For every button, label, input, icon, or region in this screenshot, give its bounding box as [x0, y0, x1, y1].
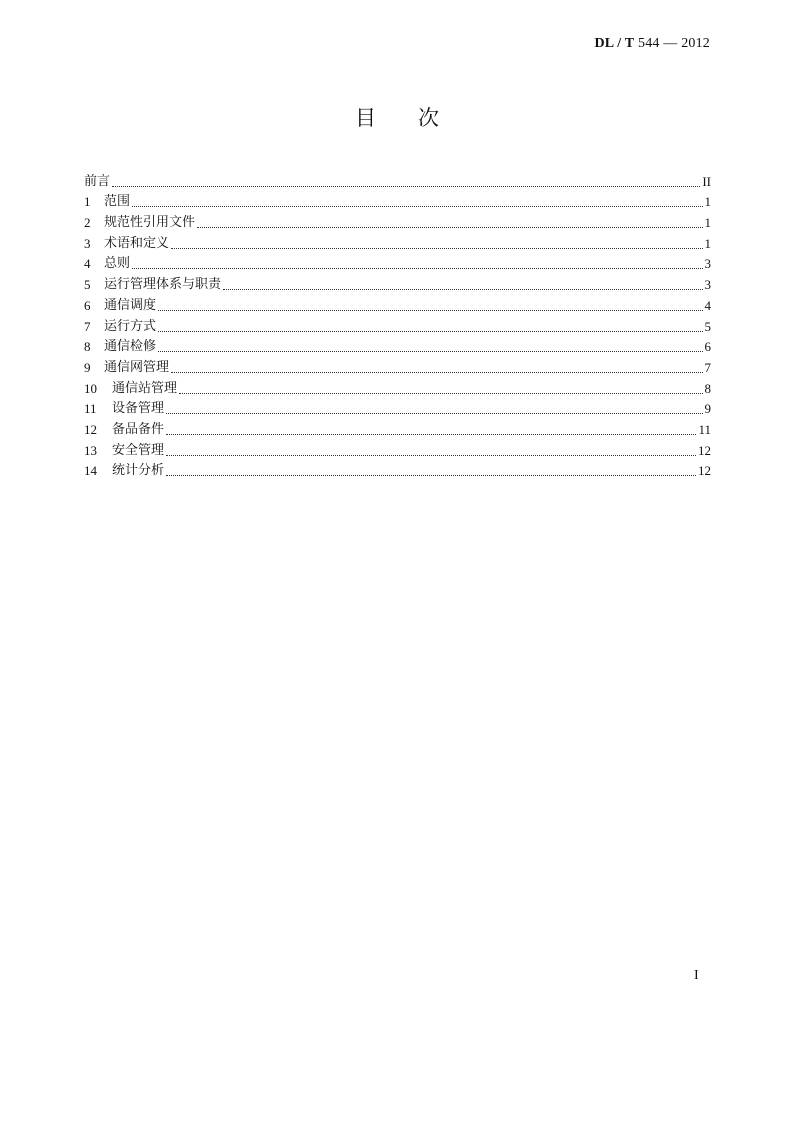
toc-entry-page: 4 — [704, 297, 711, 313]
toc-entry-page: 1 — [704, 235, 711, 251]
toc-entry-label: 前言 — [84, 173, 111, 189]
toc-entry-scope[interactable] — [84, 191, 711, 212]
toc-entry-page: 9 — [704, 401, 711, 417]
toc-entry-page: 6 — [704, 339, 711, 355]
toc-entry-spare-parts[interactable] — [84, 418, 711, 439]
toc-entry-number: 3 — [84, 235, 91, 251]
toc-entry-station-management[interactable] — [84, 377, 711, 398]
toc-entry-statistical-analysis[interactable] — [84, 460, 711, 481]
dot-leader — [132, 268, 702, 269]
toc-entry-general[interactable] — [84, 253, 711, 274]
toc-entry-page: 1 — [704, 215, 711, 231]
dot-leader — [112, 186, 700, 187]
toc-entry-label: 通信网管理 — [104, 359, 170, 375]
toc-entry-label: 备品备件 — [112, 421, 165, 437]
toc-entry-page: 11 — [698, 421, 711, 437]
toc-entry-number: 8 — [84, 339, 91, 355]
toc-entry-number: 13 — [84, 442, 97, 458]
toc-entry-number: 2 — [84, 215, 91, 231]
dot-leader — [197, 227, 702, 228]
toc-entry-normative-references[interactable] — [84, 211, 711, 232]
toc-entry-label: 总则 — [104, 256, 131, 272]
toc-entry-foreword[interactable] — [84, 170, 711, 191]
standard-code — [594, 36, 710, 52]
toc-entry-page: 5 — [704, 318, 711, 334]
dot-leader — [179, 393, 702, 394]
toc-entry-number: 4 — [84, 256, 91, 272]
toc-entry-label: 设备管理 — [112, 401, 165, 417]
dot-leader — [166, 413, 702, 414]
dot-leader — [223, 289, 702, 290]
page-title: 目次 — [355, 106, 481, 130]
dot-leader — [158, 351, 702, 352]
toc-entry-page: 12 — [698, 442, 711, 458]
dot-leader — [158, 331, 702, 332]
toc-entry-safety-management[interactable] — [84, 439, 711, 460]
toc-entry-label: 规范性引用文件 — [104, 215, 196, 231]
toc-entry-label: 范围 — [104, 194, 131, 210]
toc-entry-page: II — [702, 173, 711, 189]
dot-leader — [132, 206, 702, 207]
dot-leader — [158, 310, 702, 311]
toc-entry-label: 统计分析 — [112, 463, 165, 479]
toc-entry-network-management[interactable] — [84, 356, 711, 377]
toc-entry-number: 14 — [84, 463, 97, 479]
dot-leader — [166, 434, 696, 435]
toc-entry-label: 运行方式 — [104, 318, 157, 334]
toc-entry-dispatch[interactable] — [84, 294, 711, 315]
dot-leader — [166, 475, 696, 476]
toc-entry-page: 3 — [704, 256, 711, 272]
toc-entry-page: 12 — [698, 463, 711, 479]
dot-leader — [171, 248, 702, 249]
toc-entry-page: 7 — [704, 359, 711, 375]
toc-entry-label: 通信站管理 — [112, 380, 178, 396]
toc-entry-number: 6 — [84, 297, 91, 313]
toc-entry-number: 12 — [84, 421, 97, 437]
table-of-contents — [84, 170, 711, 480]
toc-entry-number: 5 — [84, 277, 91, 293]
standard-code-prefix: DL / T — [594, 36, 635, 51]
toc-entry-label: 运行管理体系与职责 — [104, 277, 222, 293]
toc-entry-label: 术语和定义 — [104, 235, 170, 251]
toc-entry-number: 7 — [84, 318, 91, 334]
toc-entry-number: 9 — [84, 359, 91, 375]
dot-leader — [166, 455, 696, 456]
toc-entry-label: 安全管理 — [112, 442, 165, 458]
standard-code-number: 544 — 2012 — [634, 36, 710, 51]
toc-entry-number: 11 — [84, 401, 97, 417]
toc-entry-page: 8 — [704, 380, 711, 396]
toc-entry-label: 通信调度 — [104, 297, 157, 313]
toc-entry-page: 1 — [704, 194, 711, 210]
toc-entry-operation-mode[interactable] — [84, 315, 711, 336]
toc-entry-number: 1 — [84, 194, 91, 210]
page-number: I — [694, 968, 699, 983]
toc-entry-label: 通信检修 — [104, 339, 157, 355]
toc-entry-maintenance[interactable] — [84, 336, 711, 357]
toc-entry-number: 10 — [84, 380, 97, 396]
dot-leader — [171, 372, 702, 373]
toc-entry-management-system[interactable] — [84, 273, 711, 294]
toc-entry-page: 3 — [704, 277, 711, 293]
toc-entry-terms-definitions[interactable] — [84, 232, 711, 253]
toc-entry-equipment-management[interactable] — [84, 398, 711, 419]
